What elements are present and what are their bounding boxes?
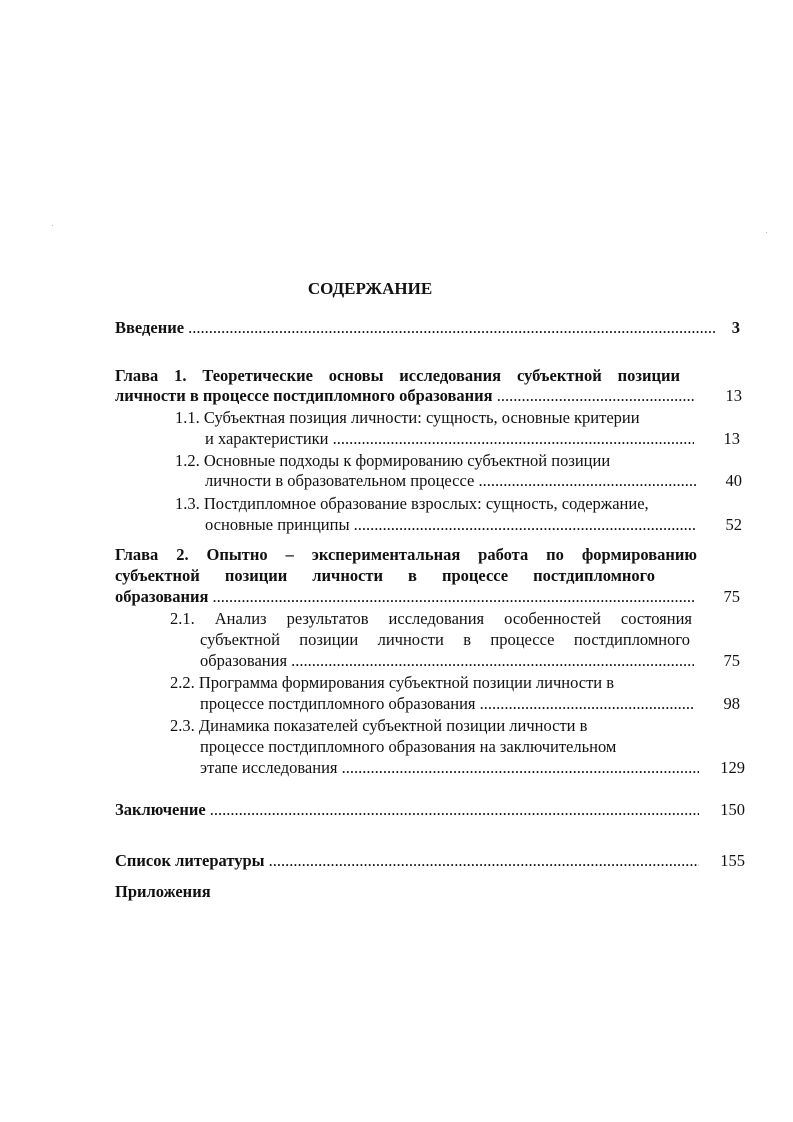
page-number: 155	[720, 851, 745, 870]
entry-label: Список литературы .....	[115, 851, 699, 870]
page-number: 52	[725, 515, 742, 534]
toc-section-1-3-line-2[interactable]	[205, 515, 742, 535]
entry-label: Введение .....	[115, 318, 716, 337]
toc-chapter-2-line-1[interactable]	[115, 545, 697, 565]
toc-section-1-1-line-2[interactable]	[205, 429, 740, 449]
toc-entry-appendix[interactable]	[115, 882, 415, 902]
entry-label: субъектной позиции личности в процессе постдипломного	[200, 630, 690, 649]
toc-chapter-2-line-2[interactable]	[115, 566, 655, 586]
toc-chapter-1-line-2[interactable]	[115, 386, 742, 406]
toc-title: СОДЕРЖАНИЕ	[307, 279, 433, 298]
entry-label: 2.2. Программа формирования субъектной позиции личности в	[170, 673, 615, 692]
entry-label: основные принципы .....	[205, 515, 696, 534]
page-number: 150	[720, 800, 745, 819]
entry-label: 2.1. Анализ результатов исследования особенностей состояния	[170, 609, 692, 628]
entry-label: Заключение .....	[115, 800, 699, 819]
toc-section-2-1-line-3[interactable]	[200, 651, 740, 671]
toc-entry-references[interactable]	[115, 851, 745, 871]
page-number: 75	[723, 587, 740, 606]
toc-chapter-1-line-1[interactable]	[115, 366, 680, 386]
entry-label: личности в процессе постдипломного образования .....	[115, 386, 696, 405]
toc-section-2-1-line-1[interactable]	[170, 609, 692, 629]
page-number: 13	[723, 429, 740, 448]
entry-label: процессе постдипломного образования на заключительном	[200, 737, 617, 756]
entry-label: этапе исследования .....	[200, 758, 699, 777]
toc-section-1-2-line-2[interactable]	[205, 471, 742, 491]
entry-label: 1.1. Субъектная позиция личности: сущность, основные критерии	[175, 408, 640, 427]
entry-label: Приложения	[115, 882, 211, 901]
entry-label: личности в образовательном процессе .....	[205, 471, 696, 490]
page-number: 129	[720, 758, 745, 777]
toc-section-2-3-line-3[interactable]	[200, 758, 745, 778]
toc-section-1-1-line-1[interactable]	[175, 408, 705, 428]
entry-label: Глава 2. Опытно – экспериментальная работа по формированию	[115, 545, 697, 564]
entry-label: образования .....	[200, 651, 694, 670]
entry-label: субъектной позиции личности в процессе постдипломного	[115, 566, 655, 585]
entry-label: процессе постдипломного образования .....	[200, 694, 694, 713]
toc-section-2-3-line-2[interactable]	[200, 737, 680, 757]
toc-chapter-2-line-3[interactable]	[115, 587, 740, 607]
toc-section-2-2-line-1[interactable]	[170, 673, 680, 693]
page-number: 13	[725, 386, 742, 405]
page-number: 3	[731, 318, 740, 337]
entry-label: 1.2. Основные подходы к формированию субъектной позиции	[175, 451, 611, 470]
page-number: 40	[725, 471, 742, 490]
entry-label: и характеристики .....	[205, 429, 694, 448]
toc-section-2-2-line-2[interactable]	[200, 694, 740, 714]
toc-section-2-1-line-2[interactable]	[200, 630, 690, 650]
toc-section-1-2-line-1[interactable]	[175, 451, 675, 471]
page-number: 75	[723, 651, 740, 670]
entry-label: образования .....	[115, 587, 694, 606]
entry-label: 1.3. Постдипломное образование взрослых: сущность, содержание,	[175, 494, 649, 513]
toc-section-2-3-line-1[interactable]	[170, 716, 670, 736]
page-number: 98	[723, 694, 740, 713]
entry-label: 2.3. Динамика показателей субъектной позиции личности в	[170, 716, 588, 735]
toc-entry-intro[interactable]	[115, 318, 740, 338]
toc-section-1-3-line-1[interactable]	[175, 494, 715, 514]
entry-label: Глава 1. Теоретические основы исследования субъектной позиции	[115, 366, 680, 385]
toc-entry-conclusion[interactable]	[115, 800, 745, 820]
